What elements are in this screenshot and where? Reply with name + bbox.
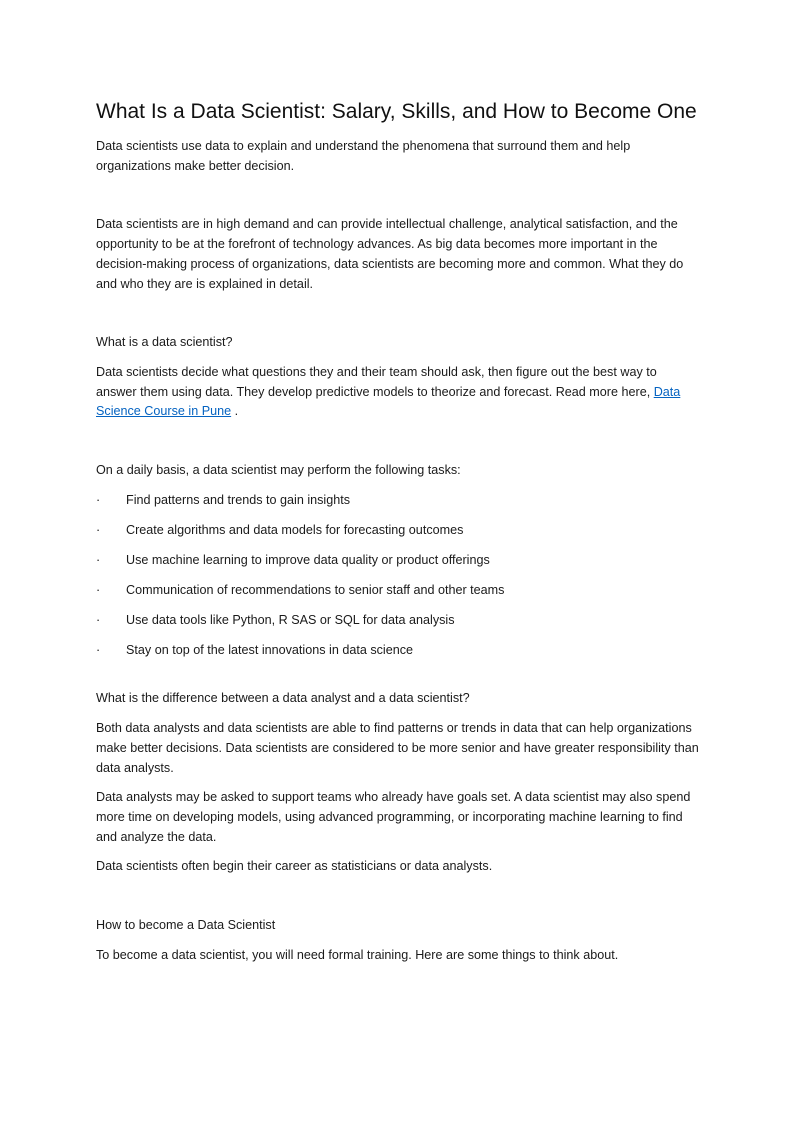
what-is-paragraph	[96, 363, 700, 422]
list-item	[96, 581, 700, 601]
document-title: What Is a Data Scientist: Salary, Skills, and How to Become One	[96, 100, 697, 123]
list-item-text: Use data tools like Python, R SAS or SQL for data analysis	[126, 612, 455, 627]
bullet-icon: ·	[96, 492, 101, 507]
section-heading-what-is: What is a data scientist?	[96, 335, 233, 350]
section-heading-become: How to become a Data Scientist	[96, 918, 276, 933]
list-item	[96, 491, 700, 511]
difference-paragraph-3: Data scientists often begin their career as statisticians or data analysts.	[96, 859, 493, 874]
difference-paragraph-1: Both data analysts and data scientists are able to find patterns or trends in data that can help organizations make better decisions. Data scientists are considered to be more senior and have greater responsibility than data analysts.	[96, 721, 699, 775]
list-item-text: Stay on top of the latest innovations in data science	[126, 642, 414, 657]
list-item-text: Communication of recommendations to senior staff and other teams	[126, 582, 505, 597]
bullet-icon: ·	[96, 552, 101, 567]
difference-paragraph-2: Data analysts may be asked to support teams who already have goals set. A data scientist may also spend more time on developing models, using advanced programming, or incorporating machine learning to find and analyze the data.	[96, 790, 691, 844]
list-item	[96, 641, 700, 661]
list-item	[96, 611, 700, 631]
become-paragraph: To become a data scientist, you will need formal training. Here are some things to think about.	[96, 947, 619, 962]
list-item	[96, 521, 700, 541]
list-item-text: Create algorithms and data models for forecasting outcomes	[126, 522, 464, 537]
section-heading-difference: What is the difference between a data analyst and a data scientist?	[96, 691, 470, 706]
bullet-icon: ·	[96, 582, 101, 597]
list-item-text: Use machine learning to improve data quality or product offerings	[126, 552, 490, 567]
what-is-text: Data scientists decide what questions they and their team should ask, then figure out the best way to answer them using data. They develop predictive models to theorize and forecast. Read more here,	[96, 364, 657, 399]
intro-paragraph: Data scientists use data to explain and understand the phenomena that surround them and help organizations make better decision.	[96, 139, 631, 173]
tasks-list	[96, 491, 700, 661]
data-science-course-link[interactable]: Data Science Course in Pune	[96, 384, 681, 419]
bullet-icon: ·	[96, 612, 101, 627]
bullet-icon: ·	[96, 522, 101, 537]
list-item-text: Find patterns and trends to gain insights	[126, 492, 351, 507]
document-page	[96, 96, 700, 965]
tasks-intro: On a daily basis, a data scientist may perform the following tasks:	[96, 463, 461, 478]
bullet-icon: ·	[96, 642, 101, 657]
list-item	[96, 551, 700, 571]
what-is-text-end: .	[231, 404, 239, 419]
demand-paragraph: Data scientists are in high demand and can provide intellectual challenge, analytical satisfaction, and the opportunity to be at the forefront of technology advances. As big data becomes more important in the decision-making process of organizations, data scientists are becoming more and common. What they do and who they are is explained in detail.	[96, 217, 684, 291]
